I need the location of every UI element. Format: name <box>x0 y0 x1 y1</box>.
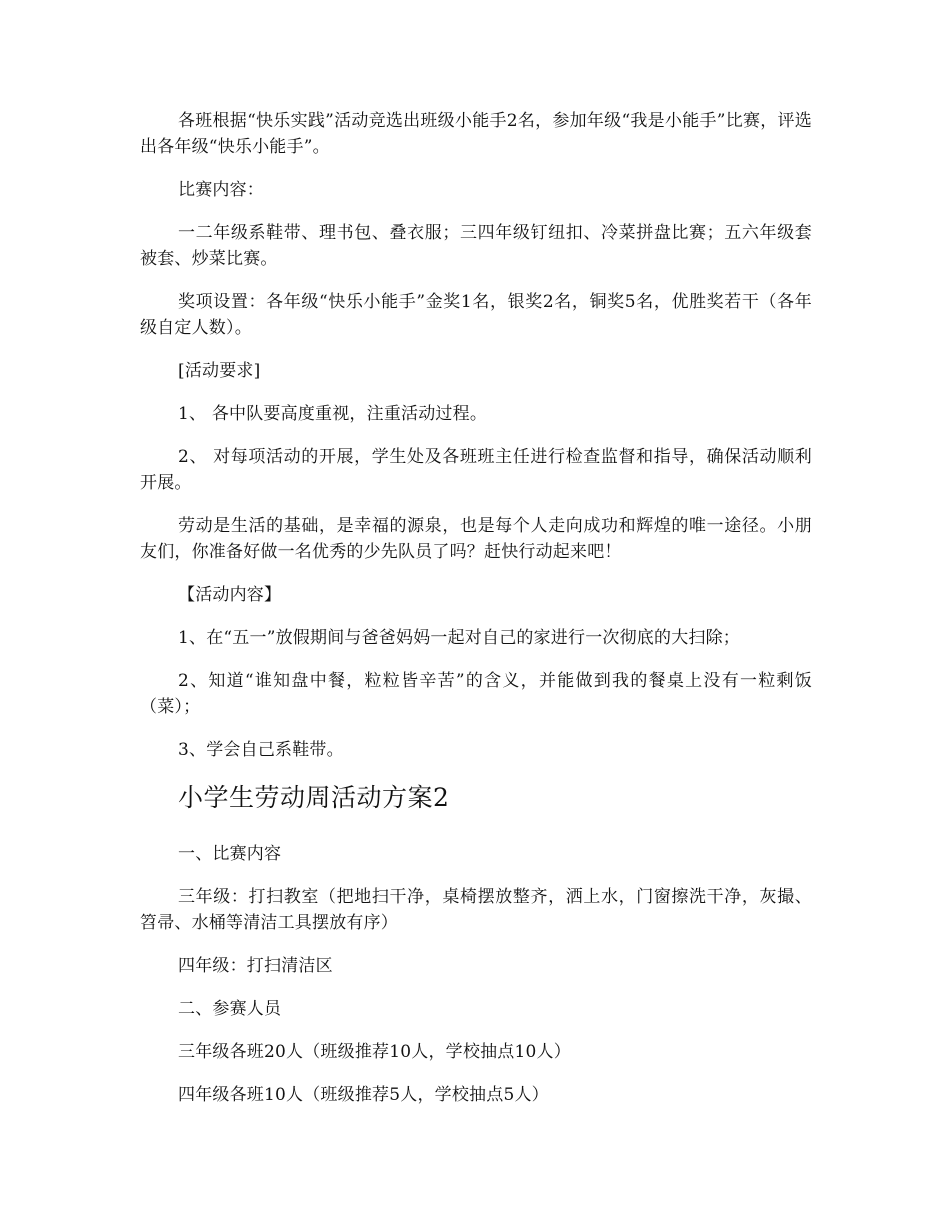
list-item: 2、 对每项活动的开展，学生处及各班班主任进行检查监督和指导，确保活动顺利开展。 <box>140 447 812 493</box>
paragraph: 劳动是生活的基础，是幸福的源泉，也是每个人走向成功和辉煌的唯一途径。小朋友们，你准备好做一名优秀的少先队员了吗？赶快行动起来吧！ <box>140 516 812 562</box>
list-item: 2、知道“谁知盘中餐，粒粒皆辛苦”的含义，并能做到我的餐桌上没有一粒剩饭（菜）； <box>140 671 812 717</box>
list-item: 1、在“五一”放假期间与爸爸妈妈一起对自己的家进行一次彻底的大扫除； <box>178 628 740 648</box>
subheading: [活动要求] <box>178 361 261 381</box>
paragraph: 一二年级系鞋带、理书包、叠衣服；三四年级钉纽扣、冷菜拼盘比赛；五六年级套被套、炒菜比赛。 <box>140 223 812 269</box>
list-item: 1、 各中队要高度重视，注重活动过程。 <box>178 404 488 424</box>
paragraph: 三年级各班20人（班级推荐10人，学校抽点10人） <box>178 1042 571 1062</box>
list-item: 3、学会自己系鞋带。 <box>178 740 344 760</box>
paragraph: 四年级：打扫清洁区 <box>178 956 333 976</box>
document-page <box>140 108 812 1108</box>
subheading: 【活动内容】 <box>178 585 282 605</box>
paragraph: 四年级各班10人（班级推荐5人，学校抽点5人） <box>178 1085 549 1105</box>
section-title: 小学生劳动周活动方案2 <box>178 783 450 812</box>
subheading: 一、比赛内容 <box>178 844 282 864</box>
subheading: 二、参赛人员 <box>178 999 282 1019</box>
paragraph: 三年级：打扫教室（把地扫干净，桌椅摆放整齐，洒上水，门窗擦洗干净，灰撮、笤帚、水桶等清洁工具摆放有序） <box>140 887 812 933</box>
paragraph: 各班根据“快乐实践”活动竞选出班级小能手2名，参加年级“我是小能手”比赛，评选出各年级“快乐小能手”。 <box>140 111 812 157</box>
paragraph: 奖项设置：各年级“快乐小能手”金奖1名，银奖2名，铜奖5名，优胜奖若干（各年级自定人数）。 <box>140 292 812 338</box>
paragraph: 比赛内容： <box>178 180 264 200</box>
